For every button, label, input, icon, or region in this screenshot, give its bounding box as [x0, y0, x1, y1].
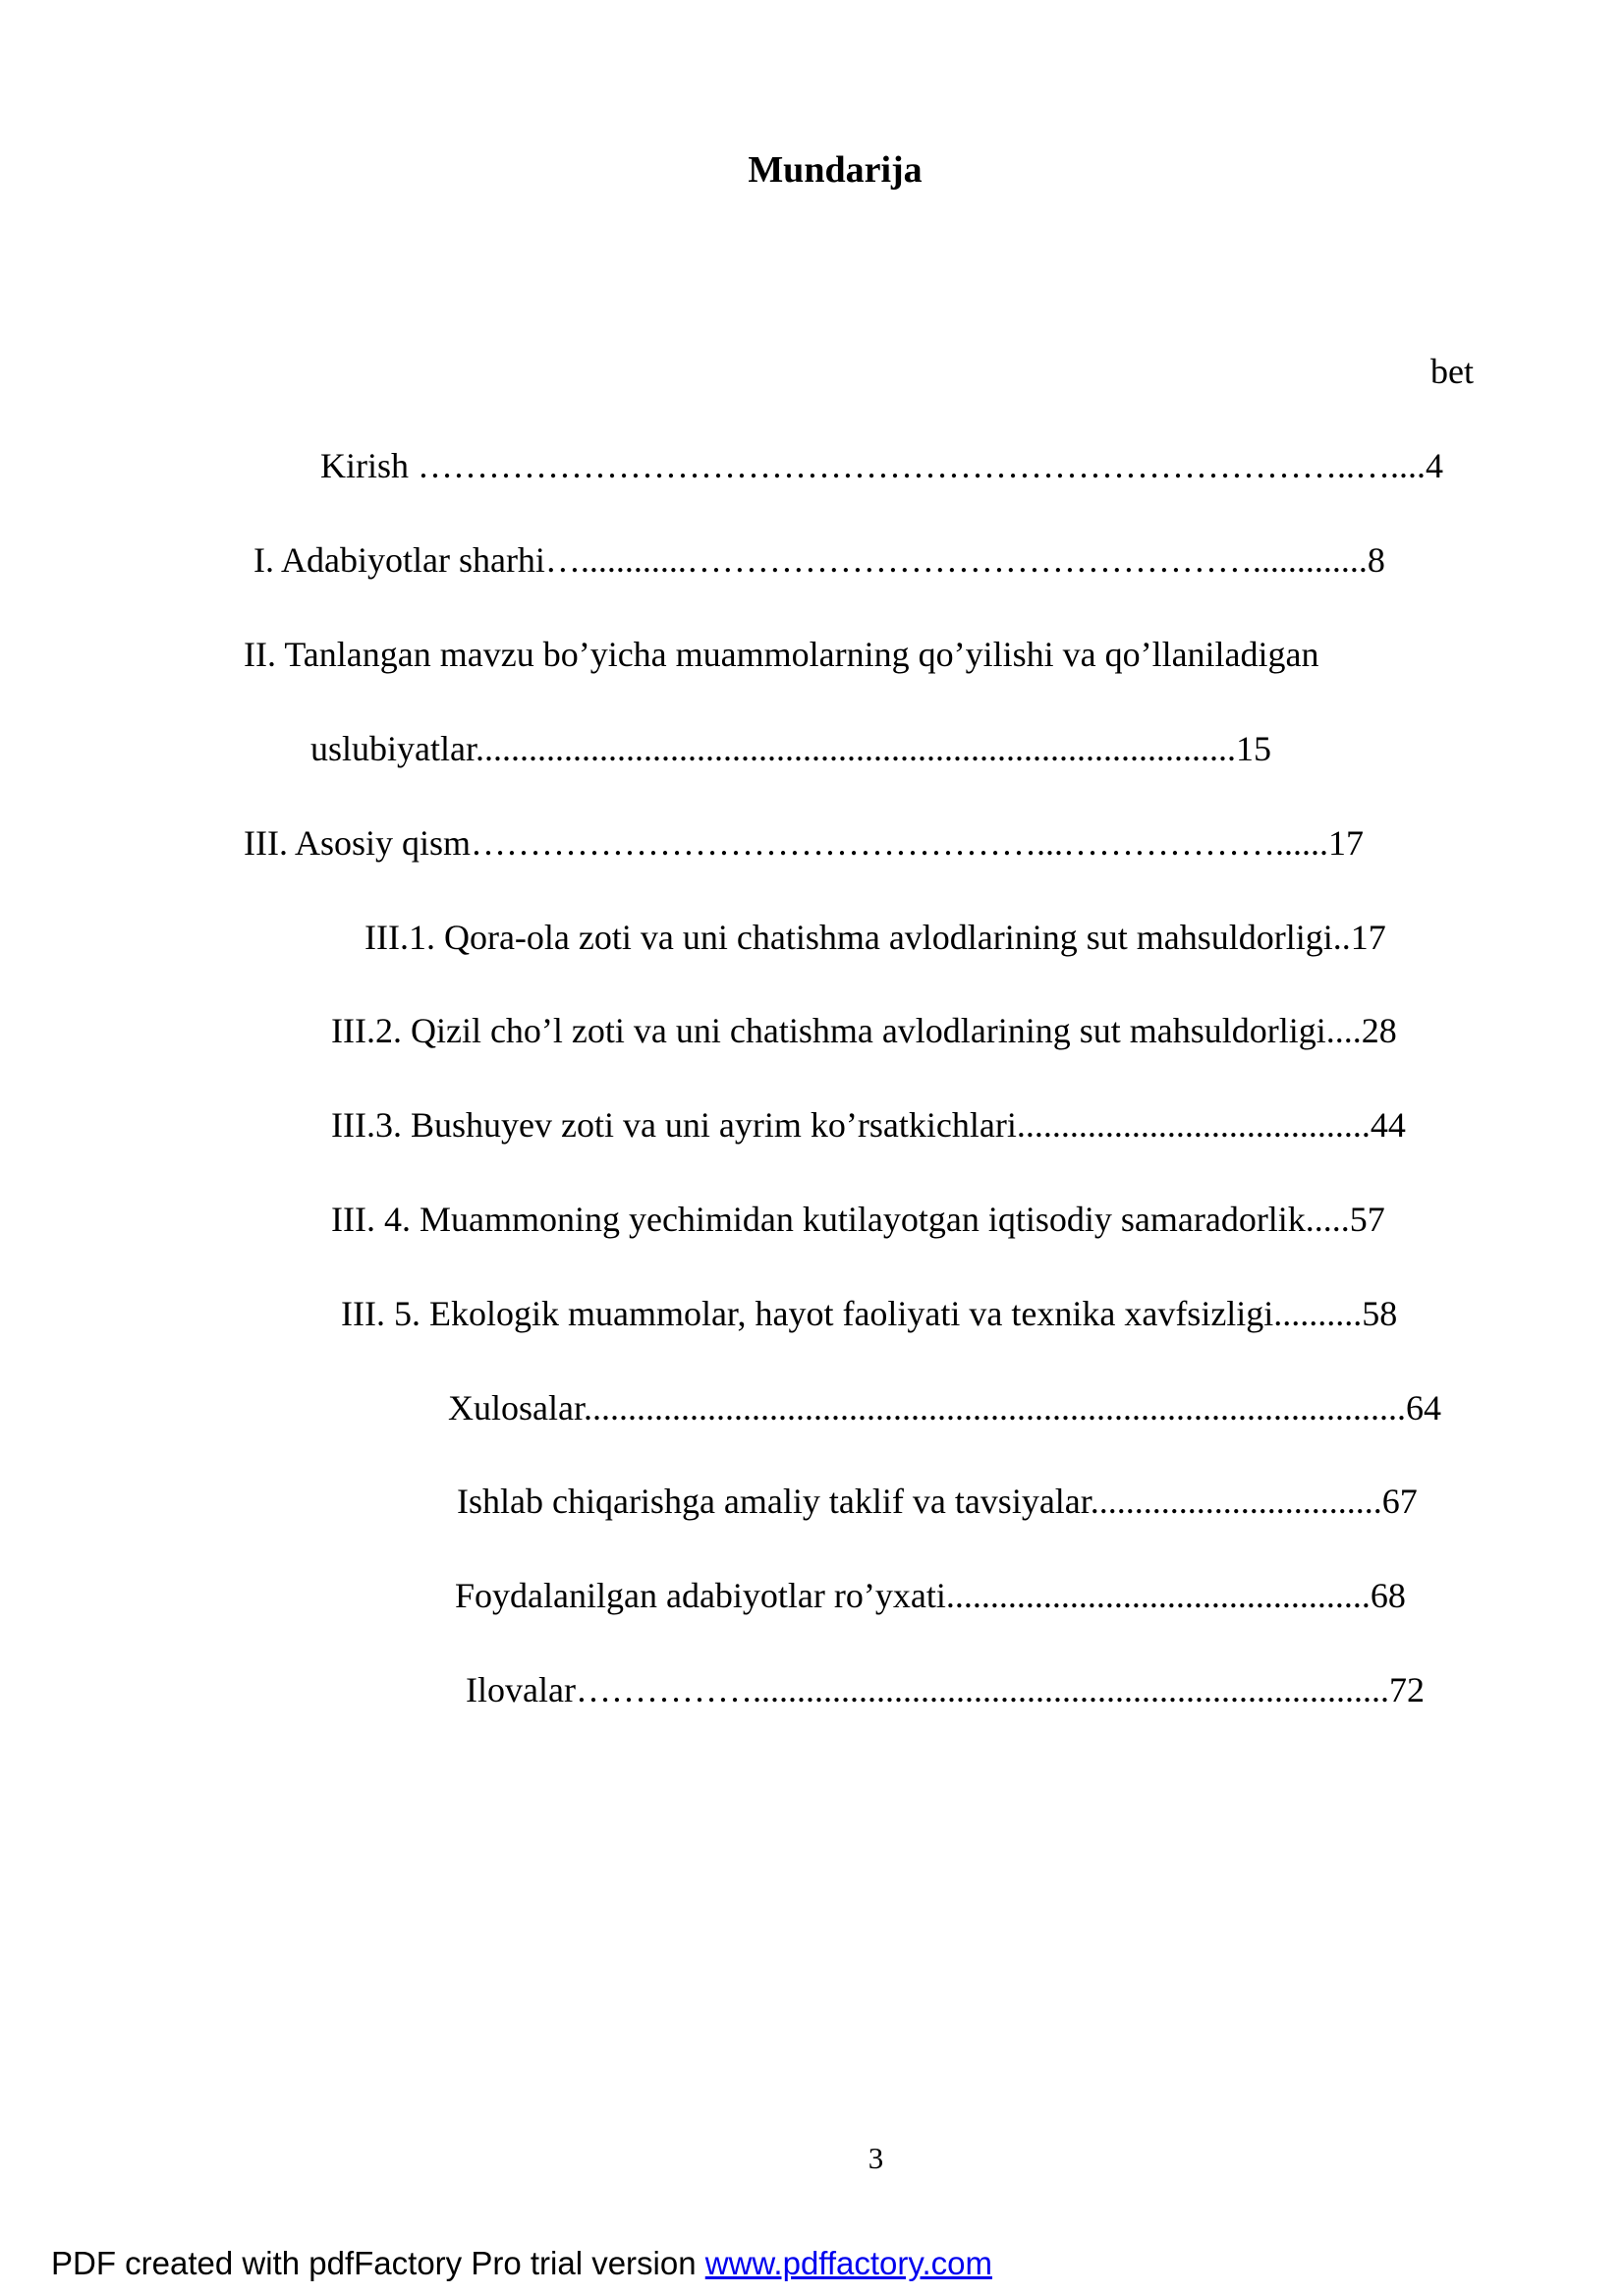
toc-entry-takliflar: Ishlab chiqarishga amaliy taklif va tavsiyalar.................................67 [457, 1482, 1418, 1521]
toc-entry-asosiy-qism: III. Asosiy qism…………………………………………...………………......17 [244, 823, 1365, 863]
toc-entry-xulosalar: Xulosalar.............................................................................................64 [448, 1388, 1441, 1428]
toc-entry-iii-2: III.2. Qizil cho’l zoti va uni chatishma avlodlarining sut mahsuldorligi....28 [331, 1011, 1397, 1050]
pdf-footer [51, 2244, 992, 2283]
toc-entry-adabiyotlar-sharhi: I. Adabiyotlar sharhi…............………………………………………….............8 [253, 540, 1385, 580]
toc-entry-muammolar-line2: uslubiyatlar......................................................................................15 [310, 729, 1271, 768]
page-column-label: bet [1430, 352, 1474, 391]
toc-entry-iii-3: III.3. Bushuyev zoti va uni ayrim ko’rsatkichlari........................................44 [331, 1105, 1406, 1145]
toc-entry-iii-1: III.1. Qora-ola zoti va uni chatishma avlodlarining sut mahsuldorligi..17 [364, 918, 1386, 957]
footer-link[interactable]: www.pdffactory.com [704, 2245, 992, 2281]
footer-text: PDF created with pdfFactory Pro trial version [51, 2245, 705, 2281]
toc-entry-iii-5: III. 5. Ekologik muammolar, hayot faoliyati va texnika xavfsizligi..........58 [341, 1294, 1398, 1333]
page-number: 3 [868, 2141, 884, 2175]
toc-entry-kirish: Kirish ……………………………………………………………………..…....4 [320, 446, 1443, 485]
toc-entry-adabiyotlar-royxati: Foydalanilgan adabiyotlar ro’yxati................................................68 [455, 1576, 1406, 1615]
toc-entry-ilovalar: Ilovalar……………........................................................................72 [466, 1670, 1425, 1709]
toc-entry-iii-4: III. 4. Muammoning yechimidan kutilayotgan iqtisodiy samaradorlik.....57 [331, 1200, 1385, 1239]
page-title: Mundarija [748, 149, 923, 191]
toc-entry-muammolar-line1: II. Tanlangan mavzu bo’yicha muammolarning qo’yilishi va qo’llaniladigan [244, 635, 1319, 674]
